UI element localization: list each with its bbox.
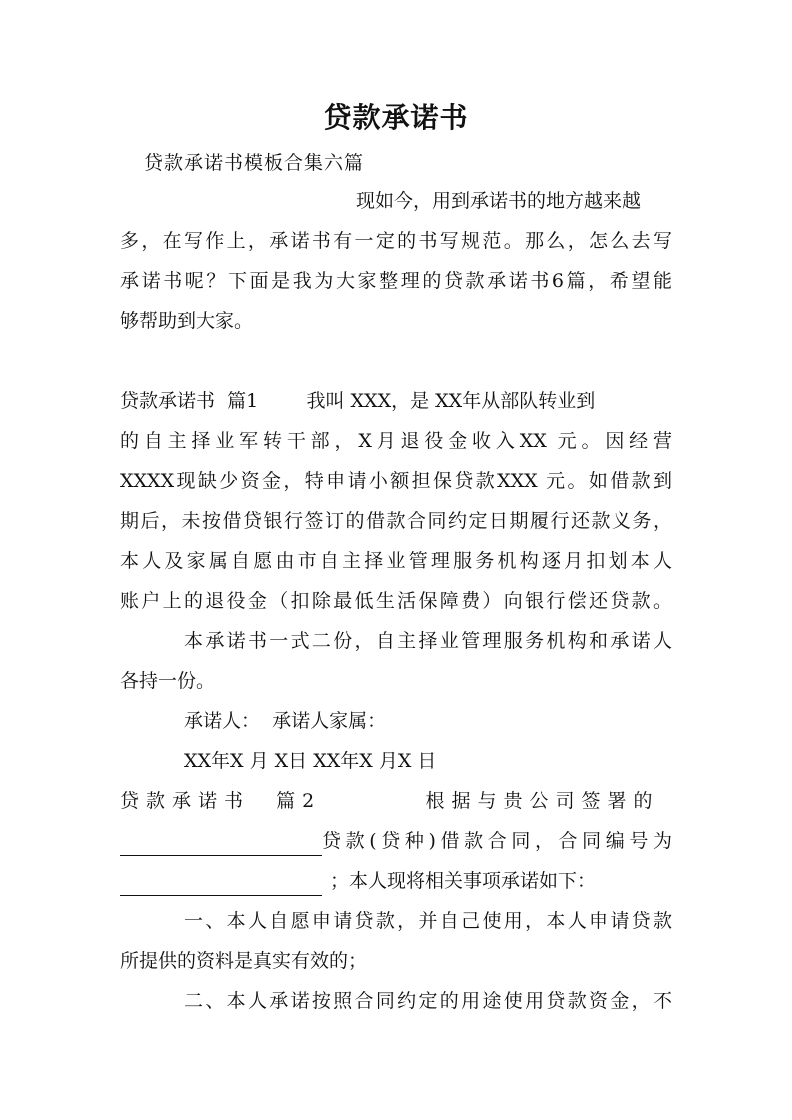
- intro-line-1: 现如今，用到承诺书的地方越来越: [356, 190, 642, 212]
- intro-line-4: 够帮助到大家。: [120, 310, 254, 332]
- section-2-line-2: [120, 826, 672, 856]
- section-1-line-6: 账户上的退役金（扣除最低生活保障费）向银行偿还贷款。: [120, 590, 672, 612]
- intro-line-2: 多，在写作上，承诺书有一定的书写规范。那么，怎么去写: [120, 230, 672, 252]
- section-2-line-1: 贷款承诺书 篇2 根据与贵公司签署的: [120, 790, 660, 812]
- contract-number-blank[interactable]: [120, 873, 322, 896]
- document-subtitle: 贷款承诺书模板合集六篇: [144, 152, 365, 174]
- section-2-line-3: [120, 866, 672, 896]
- date-line: XX年X 月 X日 XX年X 月X 日: [184, 750, 437, 772]
- document-title: 贷款承诺书: [323, 101, 469, 134]
- section-2-item-2-line-1: 二、本人承诺按照合同约定的用途使用贷款资金，不: [184, 990, 672, 1012]
- signature-line: 承诺人： 承诺人家属：: [184, 710, 387, 732]
- section-2-item-1-line-2: 所提供的资料是真实有效的；: [120, 950, 368, 972]
- section-1-line-5: 本人及家属自愿由市自主择业管理服务机构逐月扣划本人: [120, 550, 672, 572]
- section-2-line-3-text: ；本人现将相关事项承诺如下：: [330, 870, 597, 892]
- section-1-line-8: 各持一份。: [120, 670, 216, 692]
- section-1-line-1: 贷款承诺书 篇1 我叫 XXX，是 XX年从部队转业到: [120, 390, 596, 412]
- contract-blank[interactable]: [120, 833, 322, 856]
- section-1-line-7: 本承诺书一式二份，自主择业管理服务机构和承诺人: [184, 630, 672, 652]
- section-1-line-2: 的自主择业军转干部，X月退役金收入XX 元。因经营: [120, 430, 672, 452]
- section-1-line-4: 期后，未按借贷银行签订的借款合同约定日期履行还款义务，: [120, 510, 672, 532]
- section-2-line-2-text: 贷款(贷种)借款合同，合同编号为: [322, 830, 672, 852]
- section-2-item-1-line-1: 一、本人自愿申请贷款，并自己使用，本人申请贷款: [184, 910, 672, 932]
- section-1-line-3: XXXX现缺少资金，特申请小额担保贷款XXX 元。如借款到: [120, 470, 672, 492]
- intro-line-3: 承诺书呢？下面是我为大家整理的贷款承诺书6篇，希望能: [120, 270, 672, 292]
